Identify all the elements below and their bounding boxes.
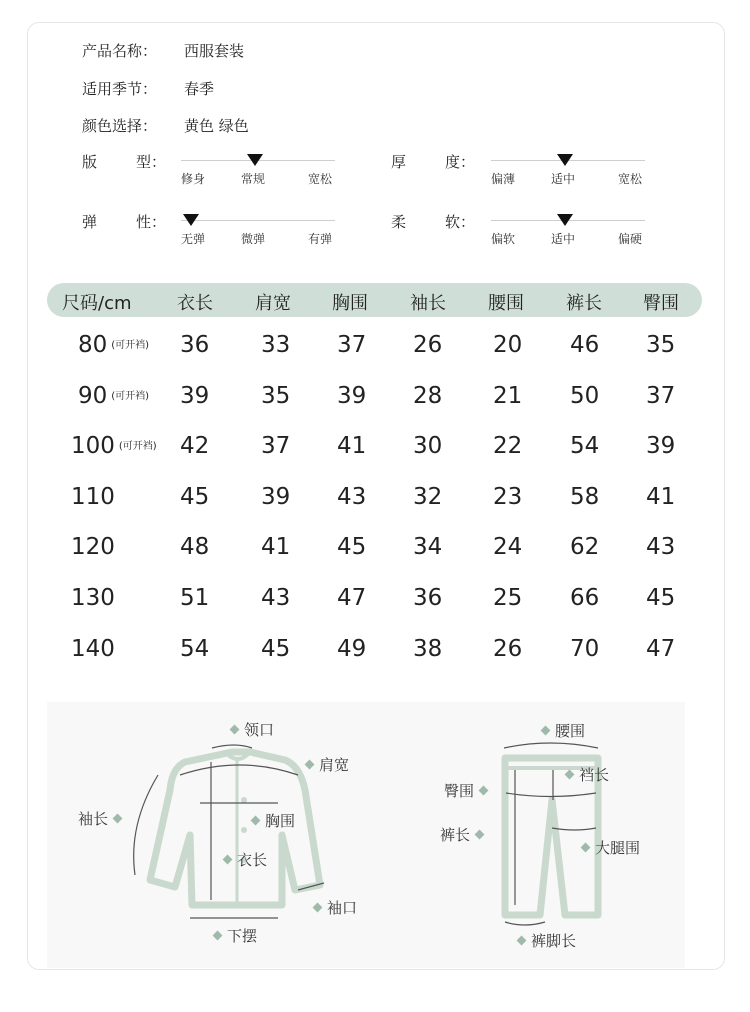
length-label <box>218 849 267 870</box>
header-cell: 尺码/cm <box>62 293 132 314</box>
table-cell: 39 <box>646 433 676 459</box>
rise-label <box>560 764 609 785</box>
hip-label <box>444 780 493 801</box>
diamond-icon <box>213 931 223 941</box>
hip-line <box>506 793 596 797</box>
table-cell: 51 <box>180 585 210 611</box>
diamond-icon <box>113 814 123 824</box>
diamond-icon <box>565 770 575 780</box>
size-note: (可开裆) <box>118 441 157 452</box>
table-cell: 25 <box>493 585 523 611</box>
table-cell: 45 <box>180 484 210 510</box>
length-label-text: 衣长 <box>237 851 268 869</box>
fit-option: 宽松 <box>308 172 333 186</box>
table-cell: 28 <box>413 383 443 409</box>
shoulder-label <box>300 754 349 775</box>
table-cell: 48 <box>180 534 210 560</box>
table-cell: 43 <box>646 534 676 560</box>
table-cell: 35 <box>261 383 291 409</box>
fit-option: 修身 <box>181 172 206 186</box>
header-cell: 裤长 <box>566 293 602 314</box>
thigh-label-text: 大腿围 <box>595 839 641 857</box>
season-value: 春季 <box>184 80 215 98</box>
product-name-label: 产品名称： <box>82 42 158 60</box>
leg-opening-line <box>505 922 545 925</box>
thickness-label-suffix: 度： <box>445 153 476 171</box>
thickness-option: 偏薄 <box>491 172 516 186</box>
table-cell: 47 <box>646 636 676 662</box>
elasticity-option: 有弹 <box>308 232 333 246</box>
table-cell: 45 <box>337 534 367 560</box>
waist-label-text: 腰围 <box>555 722 586 740</box>
table-cell: 45 <box>646 585 676 611</box>
table-cell: 66 <box>570 585 600 611</box>
table-cell: 46 <box>570 332 600 358</box>
thickness-option: 适中 <box>551 172 576 186</box>
table-cell: 43 <box>337 484 367 510</box>
leg-opening-label-text: 裤脚长 <box>531 932 577 950</box>
diamond-icon <box>475 830 485 840</box>
table-cell: 26 <box>493 636 523 662</box>
size-value: 80 <box>78 332 108 358</box>
table-cell: 39 <box>337 383 367 409</box>
chest-label <box>246 810 295 831</box>
table-cell: 20 <box>493 332 523 358</box>
table-cell: 24 <box>493 534 523 560</box>
collar-line <box>212 745 252 748</box>
hem-label-text: 下摆 <box>227 927 258 945</box>
table-cell: 54 <box>180 636 210 662</box>
elasticity-option: 无弹 <box>181 232 206 246</box>
sleeve-label-text: 袖长 <box>78 810 109 828</box>
table-cell: 22 <box>493 433 523 459</box>
chest-label-text: 胸围 <box>265 812 296 830</box>
table-cell: 62 <box>570 534 600 560</box>
size-note: (可开裆) <box>111 391 150 402</box>
table-cell: 54 <box>570 433 600 459</box>
table-cell: 70 <box>570 636 600 662</box>
table-cell: 38 <box>413 636 443 662</box>
table-cell: 35 <box>646 332 676 358</box>
table-cell: 34 <box>413 534 443 560</box>
softness-label-suffix: 软： <box>445 213 476 231</box>
product-name-value: 西服套装 <box>184 42 245 60</box>
hem-label <box>208 925 257 946</box>
diamond-icon <box>479 786 489 796</box>
table-cell: 41 <box>261 534 291 560</box>
table-cell: 36 <box>180 332 210 358</box>
pants-length-label-text: 裤长 <box>440 826 471 844</box>
hip-label-text: 臀围 <box>444 782 475 800</box>
diamond-icon <box>223 855 233 865</box>
table-cell: 41 <box>337 433 367 459</box>
header-cell: 衣长 <box>177 293 213 314</box>
elasticity-label-char: 弹 <box>82 213 98 231</box>
size-value: 100 <box>71 433 115 459</box>
size-value: 120 <box>71 534 115 560</box>
size-value: 110 <box>71 484 115 510</box>
table-cell: 41 <box>646 484 676 510</box>
table-cell: 39 <box>261 484 291 510</box>
season-label: 适用季节： <box>82 80 158 98</box>
table-cell: 50 <box>570 383 600 409</box>
table-cell: 26 <box>413 332 443 358</box>
table-cell: 36 <box>413 585 443 611</box>
size-value: 90 <box>78 383 108 409</box>
table-cell: 58 <box>570 484 600 510</box>
table-cell: 21 <box>493 383 523 409</box>
diamond-icon <box>541 726 551 736</box>
elasticity-label-suffix: 性： <box>136 213 167 231</box>
thigh-label <box>576 837 640 858</box>
diamond-icon <box>313 903 323 913</box>
table-cell: 37 <box>261 433 291 459</box>
softness-option: 适中 <box>551 232 576 246</box>
table-cell: 42 <box>180 433 210 459</box>
measure-lines <box>134 743 598 925</box>
softness-label-char: 柔 <box>391 213 407 231</box>
cuff-label-text: 袖口 <box>327 899 358 917</box>
fit-label-char: 版 <box>82 153 98 171</box>
header-cell: 臀围 <box>643 293 679 314</box>
sleeve-label <box>78 808 127 829</box>
header-cell: 胸围 <box>332 293 368 314</box>
table-cell: 43 <box>261 585 291 611</box>
softness-option: 偏硬 <box>618 232 643 246</box>
header-cell: 肩宽 <box>255 293 291 314</box>
waist-label <box>536 720 585 741</box>
elasticity-option: 微弹 <box>241 232 266 246</box>
thickness-option: 宽松 <box>618 172 643 186</box>
color-value: 黄色 绿色 <box>184 117 249 135</box>
header-cell: 腰围 <box>488 293 524 314</box>
thickness-label-char: 厚 <box>391 153 407 171</box>
leg-opening-label <box>512 930 576 951</box>
size-value: 130 <box>71 585 115 611</box>
table-cell: 33 <box>261 332 291 358</box>
header-cell: 袖长 <box>410 293 446 314</box>
table-cell: 49 <box>337 636 367 662</box>
size-note: (可开裆) <box>111 340 150 351</box>
color-label: 颜色选择： <box>82 117 158 135</box>
fit-label-suffix: 型： <box>136 153 167 171</box>
table-cell: 39 <box>180 383 210 409</box>
pants-length-label <box>440 824 489 845</box>
diamond-icon <box>251 816 261 826</box>
table-cell: 37 <box>646 383 676 409</box>
waist-line <box>504 743 598 748</box>
collar-label <box>225 719 274 740</box>
diamond-icon <box>581 843 591 853</box>
table-cell: 23 <box>493 484 523 510</box>
collar-label-text: 领口 <box>244 721 275 739</box>
size-value: 140 <box>71 636 115 662</box>
shoulder-line <box>180 765 298 775</box>
fit-option: 常规 <box>241 172 266 186</box>
softness-option: 偏软 <box>491 232 516 246</box>
table-cell: 47 <box>337 585 367 611</box>
table-cell: 45 <box>261 636 291 662</box>
diamond-icon <box>517 936 527 946</box>
table-cell: 30 <box>413 433 443 459</box>
diamond-icon <box>305 760 315 770</box>
table-cell: 32 <box>413 484 443 510</box>
rise-label-text: 裆长 <box>579 766 610 784</box>
diamond-icon <box>230 725 240 735</box>
shoulder-label-text: 肩宽 <box>319 756 350 774</box>
cuff-label <box>308 897 357 918</box>
table-cell: 37 <box>337 332 367 358</box>
